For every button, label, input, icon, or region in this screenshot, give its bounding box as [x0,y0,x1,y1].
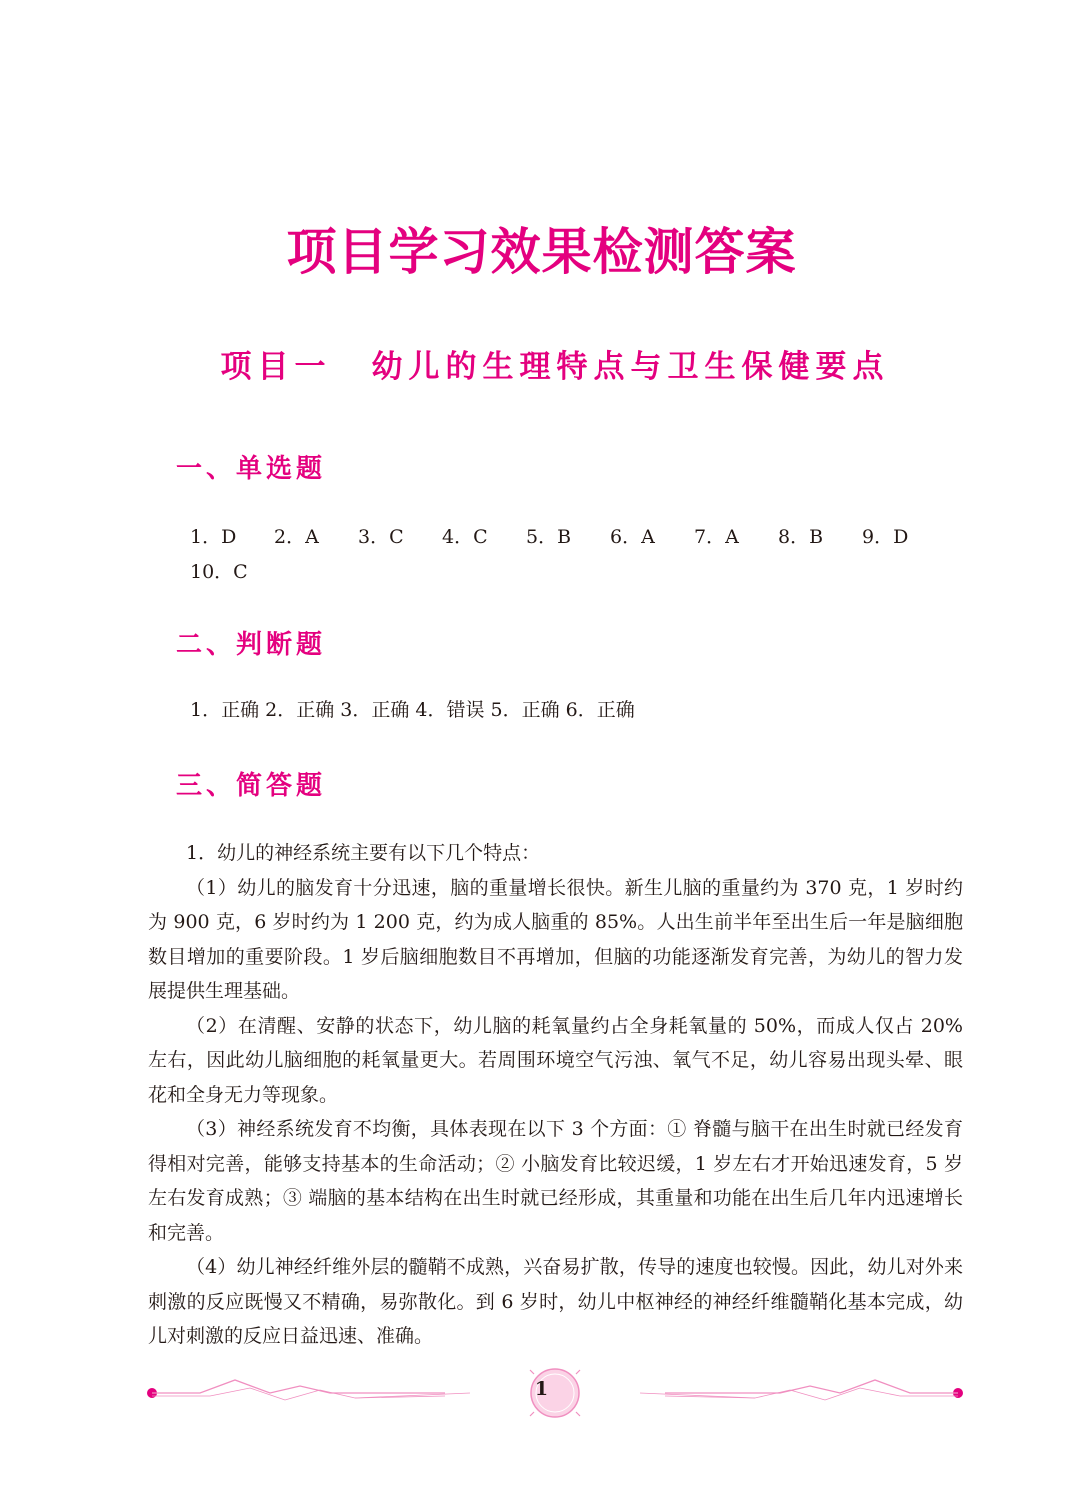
section-heading-short-answer: 三、简答题 [176,771,327,801]
true-false-answers: 1．正确 2．正确 3．正确 4．错误 5．正确 6．正确 [190,699,635,721]
answer-paragraph: （2）在清醒、安静的状态下，幼儿脑的耗氧量约占全身耗氧量的 50%，而成人仅占 20% 左右，因此幼儿脑细胞的耗氧量更大。若周围环境空气污浊、氧气不足，幼儿容易出现头晕、眼花和全身无力等现象。 [148,1014,963,1106]
answer-item: 4．C [442,526,488,548]
answer-item: 1．D [190,526,237,548]
answer-item: 3．C [358,526,404,548]
answer-paragraph: （3）神经系统发育不均衡，具体表现在以下 3 个方面：① 脊髓与脑干在出生时就已经发育得相对完善，能够支持基本的生命活动；② 小脑发育比较迟缓，1 岁左右才开始迅速发育，5 岁左右发育成熟；③ 端脑的基本结构在出生时就已经形成，其重量和功能在出生后几年内迅速增长和完善。 [148,1118,963,1244]
answer-item: 7．A [694,526,739,548]
page-number: 1 [534,1378,549,1400]
answer-paragraph: 1．幼儿的神经系统主要有以下几个特点： [186,842,541,864]
answer-item: 10．C [190,561,248,583]
answer-item: 6．A [610,526,655,548]
section-heading-single-choice: 一、单选题 [176,454,327,484]
answer-item: 9．D [862,526,909,548]
section-heading-true-false: 二、判断题 [176,630,327,660]
answer-item: 5．B [526,526,572,548]
project-name: 幼儿的生理特点与卫生保健要点 [371,349,890,385]
project-subtitle [0,341,1083,386]
answer-paragraph: （4）幼儿神经纤维外层的髓鞘不成熟，兴奋易扩散，传导的速度也较慢。因此，幼儿对外来刺激的反应既慢又不精确，易弥散化。到 6 岁时，幼儿中枢神经的神经纤维髓鞘化基本完成，幼儿对刺激的反应日益迅速、准确。 [148,1256,963,1347]
project-number: 项目一 [220,349,332,385]
answer-paragraph: （1）幼儿的脑发育十分迅速，脑的重量增长很快。新生儿脑的重量约为 370 克，1 岁时约为 900 克，6 岁时约为 1 200 克，约为成人脑重的 85%。人出生前半年至出生后一年是脑细胞数目增加的重要阶段。1 岁后脑细胞数目不再增加，但脑的功能逐渐发育完善，为幼儿的智力发展提供生理基础。 [148,876,963,1002]
single-choice-answers-row-1 [190,522,946,549]
single-choice-answers-row-2 [190,557,274,584]
answer-item: 8．B [778,526,824,548]
short-answer-body [148,836,963,1354]
page-title: 项目学习效果检测答案 [286,223,797,281]
answer-item: 2．A [274,526,319,548]
